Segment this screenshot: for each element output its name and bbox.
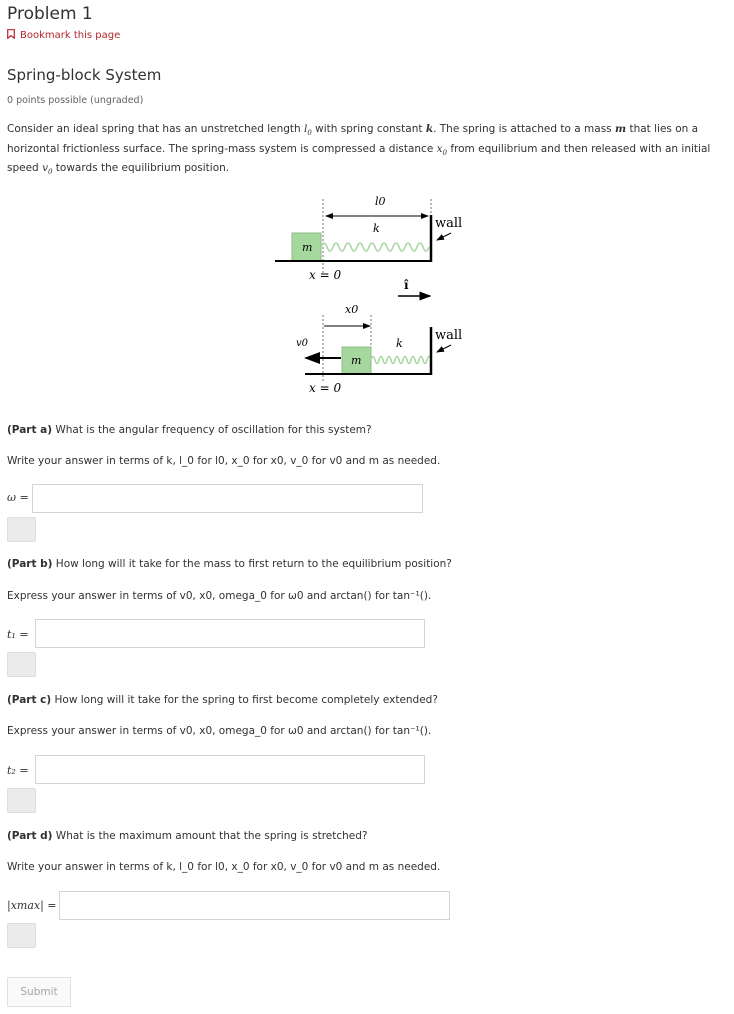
problem-title: Problem 1	[7, 4, 93, 24]
bottom-m-label: m	[351, 354, 362, 367]
math-m: m	[614, 123, 627, 135]
part-c-label: t₂ =	[7, 764, 29, 777]
part-a-instruction: Write your answer in terms of k, l_0 for l0, x_0 for x0, v_0 for v0 and m as needed.	[7, 455, 441, 467]
bottom-wall-label: wall	[435, 328, 463, 343]
part-a-answer-input[interactable]	[32, 484, 423, 513]
bookmark-button[interactable]	[7, 29, 120, 42]
math-v0: $v_0$	[42, 162, 53, 177]
part-b-status-indicator	[7, 652, 36, 677]
part-a-status-indicator	[7, 517, 36, 542]
part-b-instruction: Express your answer in terms of v0, x0, omega_0 for ω0 and arctan() for tan⁻¹().	[7, 590, 432, 602]
part-d-answer-input[interactable]	[59, 891, 450, 920]
points-info: 0 points possible (ungraded)	[7, 95, 144, 106]
bookmark-label: Bookmark this page	[20, 30, 121, 41]
part-b-answer-input[interactable]	[35, 619, 425, 648]
bottom-k-label: k	[396, 337, 403, 350]
submit-button[interactable]: Submit	[7, 977, 71, 1007]
spring-block-diagram	[275, 185, 475, 400]
part-c-answer-input[interactable]	[35, 755, 425, 784]
bottom-x0-label: x0	[345, 303, 359, 316]
section-title: Spring-block System	[7, 66, 162, 84]
part-c-instruction: Express your answer in terms of v0, x0, omega_0 for ω0 and arctan() for tan⁻¹().	[7, 725, 432, 737]
part-c-status-indicator	[7, 788, 36, 813]
math-l0: $l_0$	[304, 123, 312, 138]
top-m-label: m	[302, 241, 313, 254]
bookmark-icon	[7, 29, 15, 42]
part-a-label: ω =	[7, 491, 29, 504]
part-d-question: (Part d) What is the maximum amount that the spring is stretched?	[7, 830, 368, 842]
top-x-eq-label: x = 0	[309, 268, 342, 282]
part-b-question: (Part b) How long will it take for the mass to first return to the equilibrium position?	[7, 558, 452, 570]
part-c-question: (Part c) How long will it take for the spring to first become completely extended?	[7, 694, 438, 706]
top-l0-label: l0	[375, 195, 386, 208]
bottom-v0-label: v0	[296, 338, 309, 349]
part-d-status-indicator	[7, 923, 36, 948]
bottom-x-eq-label: x = 0	[309, 381, 342, 395]
top-wall-label: wall	[435, 216, 463, 231]
problem-statement: Consider an ideal spring that has an unstretched length $l_0$ with spring constant k. The spring is attached to a mass m that lies on a horizontal frictionless surface. The spring-mass system is compressed a distance $x_0$ from equilibrium and then released with an initial speed $v_0$ towards the equilibrium position.	[7, 123, 711, 177]
top-k-label: k	[373, 222, 380, 235]
part-b-label: t₁ =	[7, 628, 29, 641]
part-d-instruction: Write your answer in terms of k, l_0 for l0, x_0 for x0, v_0 for v0 and m as needed.	[7, 861, 441, 873]
part-a-question: (Part a) What is the angular frequency of oscillation for this system?	[7, 424, 372, 436]
math-k: k	[425, 123, 434, 135]
top-spring	[321, 243, 429, 251]
bottom-spring	[371, 357, 431, 364]
unit-vector-label: î	[404, 278, 409, 292]
math-x0: $x_0$	[436, 142, 448, 157]
part-d-label: |xmax| =	[7, 899, 57, 912]
